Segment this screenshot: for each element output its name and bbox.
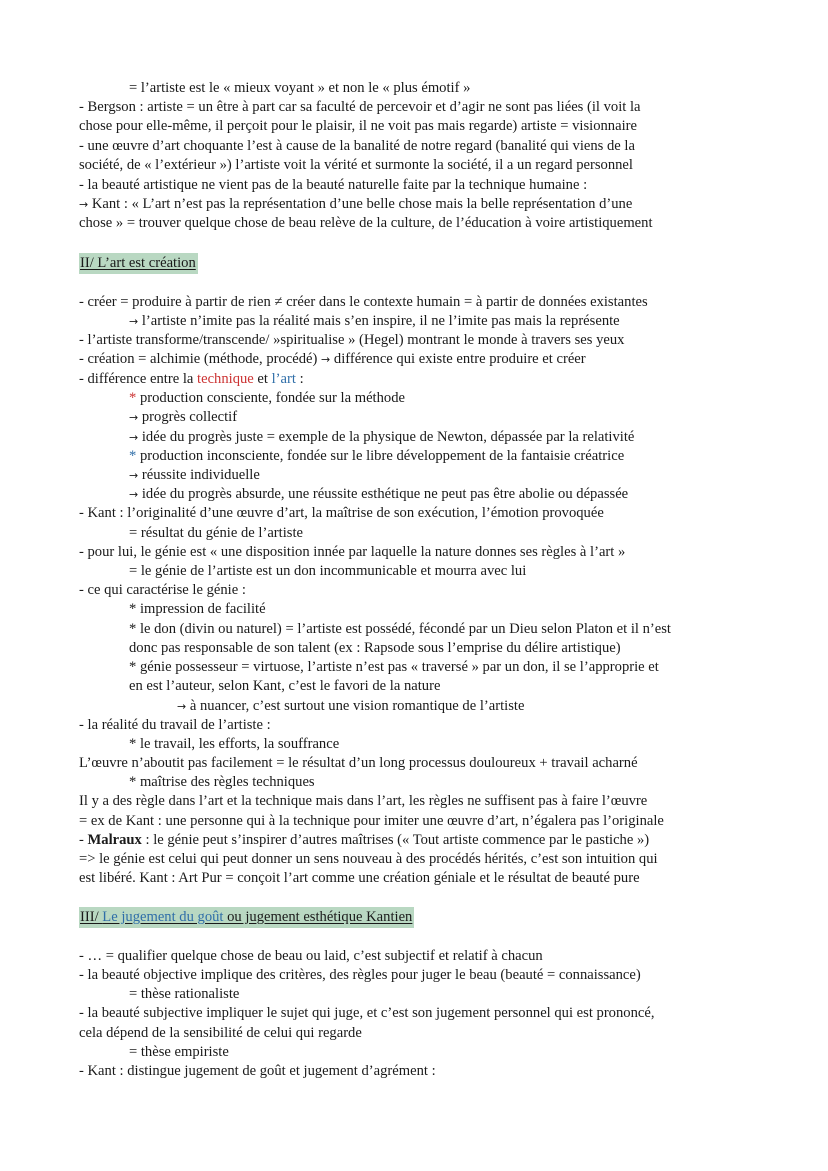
text-line [79, 370, 304, 388]
text-line: - la beauté artistique ne vient pas de la beauté naturelle faite par la technique humaine : [79, 177, 588, 193]
text-line: - Bergson : artiste = un être à part car sa faculté de percevoir et d’agir ne sont pas liées (il voit la [79, 99, 641, 115]
heading-term: Le jugement du goût [102, 909, 224, 925]
text-span: : [295, 371, 304, 387]
text-line: société, de « l’extérieur ») l’artiste voit la vérité et surmonte la société, il a un regard personnel [79, 157, 633, 173]
text-line: chose pour elle-même, il perçoit pour le plaisir, il ne voit pas mais regarde) artiste = visionnaire [79, 118, 637, 134]
text-line: - créer = produire à partir de rien ≠ créer dans le contexte humain = à partir de données existantes [79, 294, 648, 310]
arrow-icon: → [129, 431, 139, 444]
text-line [129, 312, 620, 331]
arrow-icon: → [129, 315, 139, 328]
bullet-star: * [129, 448, 137, 464]
bullet-star: * [129, 390, 137, 406]
text-line: = le génie de l’artiste est un don incommunicable et mourra avec lui [129, 563, 527, 579]
text-span: - différence entre la [79, 371, 198, 387]
text-line [129, 485, 628, 504]
text-span: différence qui existe entre produire et créer [330, 351, 586, 367]
text-span: : le génie peut s’inspirer d’autres maîtrises (« Tout artiste commence par le pastiche ») [141, 832, 650, 848]
section-heading-2: II/ L’art est création [79, 253, 198, 274]
text-line: * le don (divin ou naturel) = l’artiste est possédé, fécondé par un Dieu selon Platon et il n’est [129, 621, 671, 637]
text-line: Il y a des règle dans l’art et la technique mais dans l’art, les règles ne suffisent pas à faire l’œuvre [79, 793, 648, 809]
technique-term: technique [197, 371, 254, 387]
bold-name: Malraux [87, 832, 142, 848]
text-line: = thèse rationaliste [129, 986, 240, 1002]
text-line: - la beauté objective implique des critères, des règles pour juger le beau (beauté = connaissance) [79, 967, 641, 983]
text-span: - [79, 832, 88, 848]
text-line: - … = qualifier quelque chose de beau ou laid, c’est subjectif et relatif à chacun [79, 948, 543, 964]
text-line: - une œuvre d’art choquante l’est à cause de la banalité de notre regard (banalité qui viens de la [79, 138, 635, 154]
text-line: donc pas responsable de son talent (ex : Rapsode sous l’emprise du délire artistique) [129, 640, 621, 656]
text-line: * maîtrise des règles techniques [129, 774, 315, 790]
text-span: Kant : « L’art n’est pas la représentation d’une belle chose mais la belle représentation d’une [88, 196, 633, 212]
text-span: production inconsciente, fondée sur le libre développement de la fantaisie créatrice [136, 448, 625, 464]
section-heading-3 [79, 907, 414, 928]
text-span: production consciente, fondée sur la méthode [136, 390, 405, 406]
text-line: * génie possesseur = virtuose, l’artiste n’est pas « traversé » par un don, il se l’approprie et [129, 659, 659, 675]
text-line: - pour lui, le génie est « une disposition innée par laquelle la nature donnes ses règles à l’art » [79, 544, 626, 560]
text-line [129, 389, 405, 407]
text-span: III/ [80, 909, 103, 925]
text-span: réussite individuelle [138, 467, 260, 483]
text-line: = ex de Kant : une personne qui à la technique pour imiter une œuvre d’art, n’égalera pas l’originale [79, 813, 664, 829]
text-span: l’artiste n’imite pas la réalité mais s’en inspire, il ne l’imite pas mais la représente [138, 313, 620, 329]
text-line: - Kant : l’originalité d’une œuvre d’art, la maîtrise de son exécution, l’émotion provoquée [79, 505, 604, 521]
text-line [129, 466, 260, 485]
arrow-icon: → [129, 488, 139, 501]
art-term: l’art [271, 371, 296, 387]
text-line: * le travail, les efforts, la souffrance [129, 736, 340, 752]
text-line [79, 195, 632, 214]
text-line: - Kant : distingue jugement de goût et jugement d’agrément : [79, 1063, 436, 1079]
text-line [79, 350, 586, 369]
text-line [129, 447, 624, 465]
arrow-icon: → [129, 469, 139, 482]
text-line: est libéré. Kant : Art Pur = conçoit l’art comme une création géniale et le résultat de beauté pure [79, 870, 640, 886]
text-span: idée du progrès absurde, une réussite esthétique ne peut pas être abolie ou dépassée [138, 486, 629, 502]
text-line: - la beauté subjective impliquer le sujet qui juge, et c’est son jugement personnel qui est prononcé, [79, 1005, 655, 1021]
arrow-icon: → [129, 411, 139, 424]
text-line: cela dépend de la sensibilité de celui qui regarde [79, 1025, 362, 1041]
text-span: ou jugement esthétique Kantien [223, 909, 413, 925]
text-span: et [253, 371, 272, 387]
arrow-icon: → [177, 700, 187, 713]
text-line: - ce qui caractérise le génie : [79, 582, 246, 598]
text-span: - création = alchimie (méthode, procédé) [79, 351, 322, 367]
text-line: * impression de facilité [129, 601, 266, 617]
text-line: en est l’auteur, selon Kant, c’est le favori de la nature [129, 678, 441, 694]
text-line: chose » = trouver quelque chose de beau relève de la culture, de l’éducation à voire artistiquement [79, 215, 653, 231]
text-line: - la réalité du travail de l’artiste : [79, 717, 271, 733]
arrow-icon: → [321, 353, 331, 366]
text-span: idée du progrès juste = exemple de la physique de Newton, dépassée par la relativité [138, 429, 635, 445]
text-line [129, 428, 634, 447]
text-line: = thèse empiriste [129, 1044, 229, 1060]
text-line: = l’artiste est le « mieux voyant » et non le « plus émotif » [129, 80, 471, 96]
text-line: => le génie est celui qui peut donner un sens nouveau à des procédés hérités, c’est son intuition qui [79, 851, 658, 867]
arrow-icon: → [79, 198, 89, 211]
text-line: - l’artiste transforme/transcende/ »spiritualise » (Hegel) montrant le monde à travers ses yeux [79, 332, 625, 348]
text-span: à nuancer, c’est surtout une vision romantique de l’artiste [186, 698, 525, 714]
text-line: L’œuvre n’aboutit pas facilement = le résultat d’un long processus douloureux + travail acharné [79, 755, 638, 771]
text-line [177, 697, 524, 716]
text-line [79, 831, 649, 849]
text-line: = résultat du génie de l’artiste [129, 525, 303, 541]
text-span: progrès collectif [138, 409, 238, 425]
text-line [129, 408, 237, 427]
